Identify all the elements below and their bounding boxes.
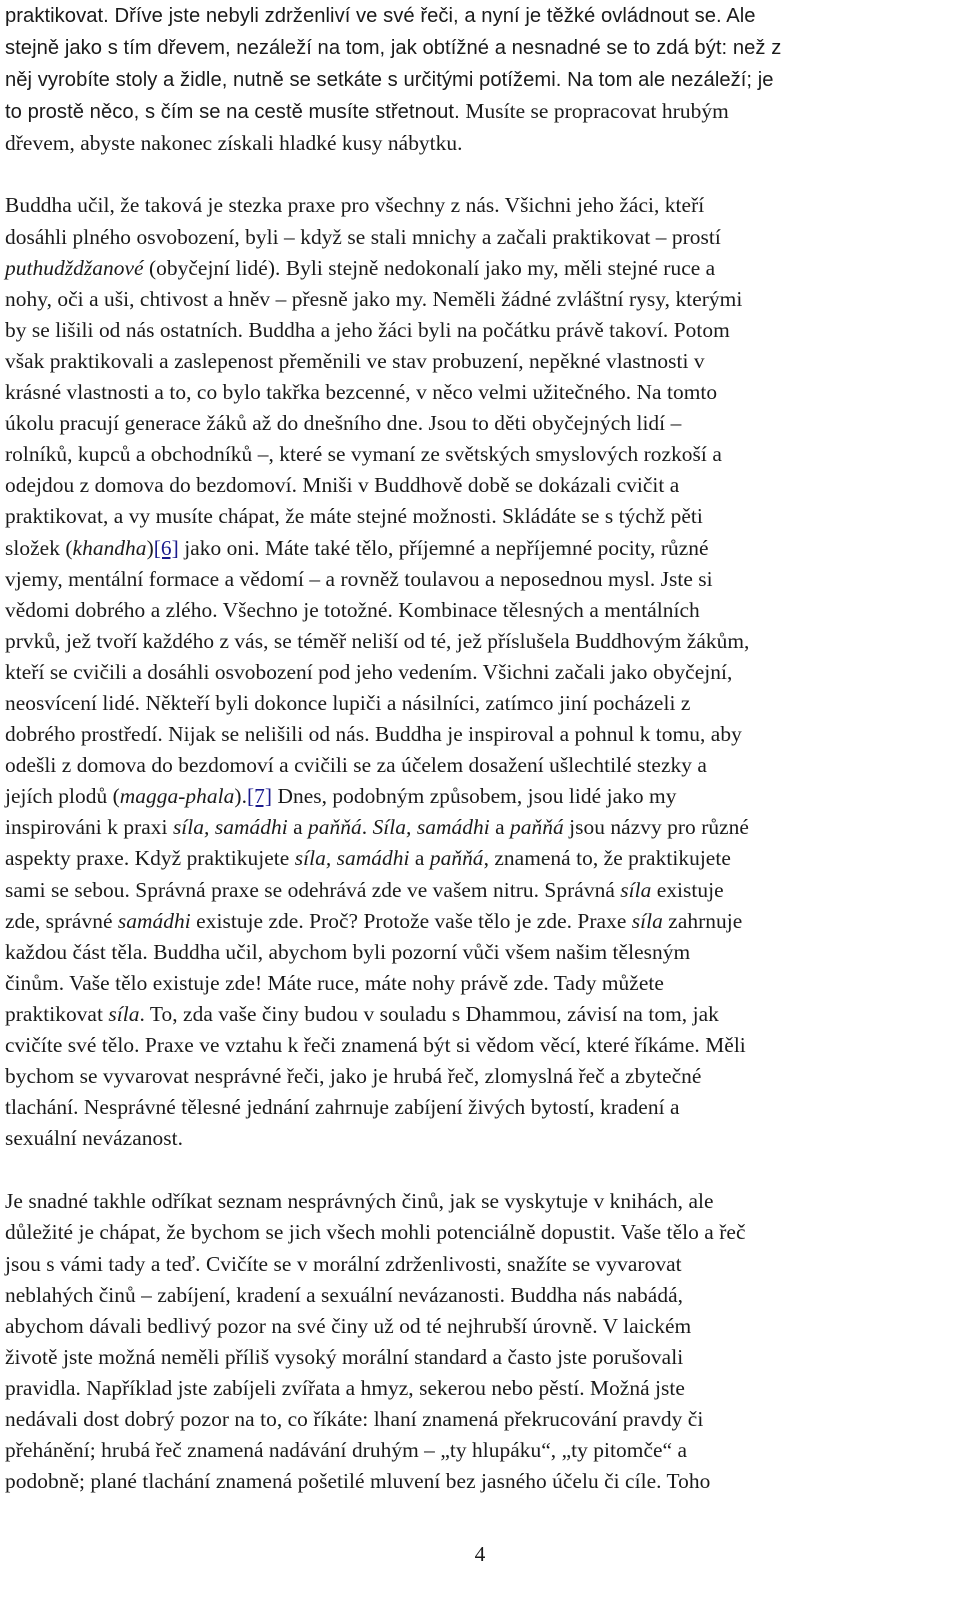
text-segment: dobrého prostředí. Nijak se nelišili od nás. Buddha je inspiroval a pohnul k tomu, aby	[5, 722, 742, 747]
text-segment: Buddha učil, že taková je stezka praxe pro všechny z nás. Všichni jeho žáci, kteří	[5, 193, 705, 218]
text-segment: jako oni. Máte také tělo, příjemné a nepříjemné pocity, různé	[178, 535, 709, 560]
text-line	[5, 719, 941, 750]
italic-term: Síla, samádhi	[372, 815, 490, 840]
text-segment: odešli z domova do bezdomoví a cvičili se za účelem dosažení ušlechtilé stezky a	[5, 753, 707, 778]
text-segment: . To, zda vaše činy budou v souladu s Dhammou, závisí na tom, jak	[139, 1001, 719, 1026]
text-line	[5, 781, 941, 812]
footnote-link[interactable]: [6]	[153, 535, 179, 560]
text-segment: neosvícení lidé. Někteří byli dokonce lupiči a násilníci, zatímco jiní pocházeli z	[5, 690, 691, 715]
text-segment: nedávali dost dobrý pozor na to, co říkáte: lhaní znamená překrucování pravdy či	[5, 1407, 704, 1432]
text-line	[5, 812, 941, 843]
text-line	[5, 657, 941, 688]
text-line	[5, 96, 941, 128]
text-segment: Ale	[726, 5, 756, 27]
text-line	[5, 595, 941, 626]
text-segment: existuje	[651, 877, 724, 902]
text-segment: krásné vlastnosti a to, co bylo takřka bezcenné, v něco velmi užitečného. Na tomto	[5, 380, 718, 405]
text-line	[5, 999, 941, 1030]
text-segment: jsou názvy pro různé	[563, 815, 749, 840]
text-segment: a	[409, 846, 430, 871]
text-segment: bychom se vyvarovat nesprávné řeči, jako je hrubá řeč, zlomyslná řeč a zbytečné	[5, 1064, 702, 1089]
text-line	[5, 346, 941, 377]
paragraph-continuation	[5, 0, 941, 159]
italic-term: puthudždžanové	[5, 255, 144, 280]
text-segment: Musíte se propracovat hrubým	[465, 99, 729, 124]
text-line	[5, 0, 941, 32]
text-segment: odejdou z domova do bezdomoví. Mniši v Buddhově době se dokázali cvičit a	[5, 473, 680, 498]
text-segment: a	[287, 815, 309, 840]
text-segment: složek (	[5, 535, 73, 560]
text-line	[5, 626, 941, 657]
text-segment: nohy, oči a uši, chtivost a hněv – přesně jako my. Neměli žádné zvláštní rysy, kterými	[5, 286, 743, 311]
text-line	[5, 688, 941, 719]
text-line	[5, 1280, 941, 1311]
text-segment: však praktikovali a zaslepenost přeměnili ve stav probuzení, nepěkné vlastnosti v	[5, 348, 705, 373]
text-segment: )	[146, 535, 154, 560]
text-segment: praktikovat, a vy musíte chápat, že máte stejné možnosti. Skládáte se s týchž pěti	[5, 504, 703, 529]
text-segment: rolníků, kupců a obchodníků –, které se vymaní ze světských smyslových rozkoší a	[5, 442, 722, 467]
text-segment: existuje zde. Proč? Protože vaše tělo je zde. Praxe	[190, 908, 632, 933]
text-line	[5, 1249, 941, 1280]
italic-term: síla, samádhi	[172, 815, 288, 840]
italic-term: paňňá	[308, 815, 362, 840]
text-segment: přehánění; hrubá řeč znamená nadávání druhým – „ty hlupáku“, „ty pitomče“ a	[5, 1438, 688, 1463]
italic-term: síla	[631, 908, 663, 933]
text-line	[5, 1217, 941, 1248]
text-segment: .	[361, 815, 373, 840]
text-segment: úkolu pracují generace žáků až do dnešního dne. Jsou to děti obyčejných lidí –	[5, 411, 682, 436]
text-line	[5, 32, 941, 64]
text-segment: sexuální nevázanost.	[5, 1126, 184, 1151]
text-line	[5, 1061, 941, 1092]
text-line	[5, 377, 941, 408]
text-line	[5, 284, 941, 315]
text-line	[5, 1404, 941, 1435]
text-segment: vědomi dobrého a zlého. Všechno je totožné. Kombinace tělesných a mentálních	[5, 597, 700, 622]
text-line	[5, 501, 941, 532]
paragraph-gap	[5, 159, 941, 190]
text-line	[5, 1435, 941, 1466]
text-line	[5, 222, 941, 253]
italic-term: samádhi	[117, 908, 191, 933]
text-segment: ).	[234, 784, 247, 809]
text-segment: to prostě něco, s čím se na cestě musíte střetnout.	[5, 101, 466, 124]
text-segment: praktikovat. Dříve jste nebyli zdrženliví ve své řeči, a nyní je těžké ovládnout se.	[5, 5, 727, 27]
text-segment: Dnes, podobným způsobem, jsou lidé jako my	[272, 784, 677, 809]
text-line	[5, 64, 941, 96]
italic-term: síla, samádhi	[294, 846, 410, 871]
text-line	[5, 937, 941, 968]
text-segment: prvků, jež tvoří každého z vás, se téměř neliší od té, jež příslušela Buddhovým žákům,	[5, 628, 750, 653]
text-line	[5, 253, 941, 284]
text-segment: dřevem, abyste nakonec získali hladké kusy nábytku.	[5, 131, 463, 156]
text-line	[5, 1373, 941, 1404]
italic-term: paňňá	[429, 846, 484, 871]
text-segment: zde, správné	[5, 908, 118, 933]
text-segment: důležité je chápat, že bychom se jich všech mohli potenciálně dopustit. Vaše tělo a řeč	[5, 1220, 746, 1245]
text-segment: činům. Vaše tělo existuje zde! Máte ruce, máte nohy právě zde. Tady můžete	[5, 970, 664, 995]
text-line	[5, 190, 941, 221]
italic-term: khandha	[72, 535, 147, 560]
italic-term: paňňá	[510, 815, 564, 840]
text-line	[5, 315, 941, 346]
document-page	[5, 0, 941, 1497]
text-line	[5, 408, 941, 439]
paragraph-wrong-actions	[5, 1186, 941, 1497]
text-segment: abychom dávali bedlivý pozor na své činy už od té nejhrubší úrovně. V laickém	[5, 1313, 692, 1338]
text-line	[5, 1030, 941, 1061]
text-segment: životě jste možná neměli příliš vysoký morální standard a často jste porušovali	[5, 1344, 684, 1369]
text-line	[5, 1342, 941, 1373]
footnote-link[interactable]: [7]	[246, 784, 273, 809]
text-segment: sami se sebou. Správná praxe se odehrává zde ve vašem nitru. Správná	[5, 877, 621, 902]
text-segment: každou část těla. Buddha učil, abychom byli pozorní vůči všem našim tělesným	[5, 939, 691, 964]
text-line	[5, 1123, 941, 1154]
text-segment: cvičíte své tělo. Praxe ve vztahu k řeči znamená být si vědom věcí, které říkáme. Měli	[5, 1033, 746, 1057]
text-segment: kteří se cvičili a dosáhli osvobození pod jeho vedením. Všichni začali jako obyčejní,	[5, 659, 733, 684]
text-segment: jejích plodů (	[5, 784, 120, 809]
text-segment: by se lišili od nás ostatních. Buddha a jeho žáci byli na počátku právě takoví. Potom	[5, 317, 730, 342]
text-segment: něj vyrobíte stoly a židle, nutně se setkáte s určitými potížemi. Na tom ale nezáleží; je	[5, 69, 774, 92]
text-line	[5, 843, 941, 874]
text-segment: inspirováni k praxi	[5, 815, 173, 840]
text-line	[5, 968, 941, 999]
text-line	[5, 750, 941, 781]
text-line	[5, 128, 941, 159]
text-segment: neblahých činů – zabíjení, kradení a sexuální nevázanosti. Buddha nás nabádá,	[5, 1282, 684, 1307]
text-segment: stejně jako s tím dřevem, nezáleží na tom, jak obtížné a nesnadné se to zdá být: než z	[5, 37, 782, 60]
italic-term: síla	[620, 877, 652, 902]
text-segment: jsou s vámi tady a teď. Cvičíte se v morální zdrženlivosti, snažíte se vyvarovat	[5, 1251, 682, 1276]
text-segment: , znamená to, že praktikujete	[483, 846, 731, 871]
text-line	[5, 533, 941, 564]
text-line	[5, 1092, 941, 1123]
paragraph-gap	[5, 1154, 941, 1186]
italic-term: síla	[108, 1001, 140, 1026]
text-line	[5, 470, 941, 501]
text-segment: aspekty praxe. Když praktikujete	[5, 846, 295, 871]
text-segment: Je snadné takhle odříkat seznam nesprávných činů, jak se vyskytuje v knihách, ale	[5, 1189, 714, 1214]
text-segment: a	[489, 815, 511, 840]
italic-term: magga-phala	[119, 784, 235, 809]
text-line	[5, 1186, 941, 1217]
page-number: 4	[474, 1542, 486, 1566]
text-segment: zahrnuje	[662, 908, 743, 933]
text-line	[5, 906, 941, 937]
text-line	[5, 439, 941, 470]
text-segment: podobně; plané tlachání znamená pošetilé mluvení bez jasného účelu či cíle. Toho	[5, 1469, 711, 1494]
text-segment: (obyčejní lidé). Byli stejně nedokonalí jako my, měli stejné ruce a	[143, 255, 716, 280]
text-segment: pravidla. Například jste zabíjeli zvířata a hmyz, sekerou nebo pěstí. Možná jste	[5, 1375, 685, 1400]
text-segment: praktikovat	[5, 1001, 109, 1026]
text-line	[5, 875, 941, 906]
text-line	[5, 1466, 941, 1497]
paragraph-buddha-taught	[5, 190, 941, 1154]
text-segment: vjemy, mentální formace a vědomí – a rovněž toulavou a neposednou mysl. Jste si	[5, 566, 713, 591]
text-line	[5, 1311, 941, 1342]
text-segment: tlachání. Nesprávné tělesné jednání zahrnuje zabíjení živých bytostí, kradení a	[5, 1095, 680, 1120]
text-line	[5, 564, 941, 595]
text-segment: dosáhli plného osvobození, byli – když se stali mnichy a začali praktikovat – prostí	[5, 224, 721, 249]
